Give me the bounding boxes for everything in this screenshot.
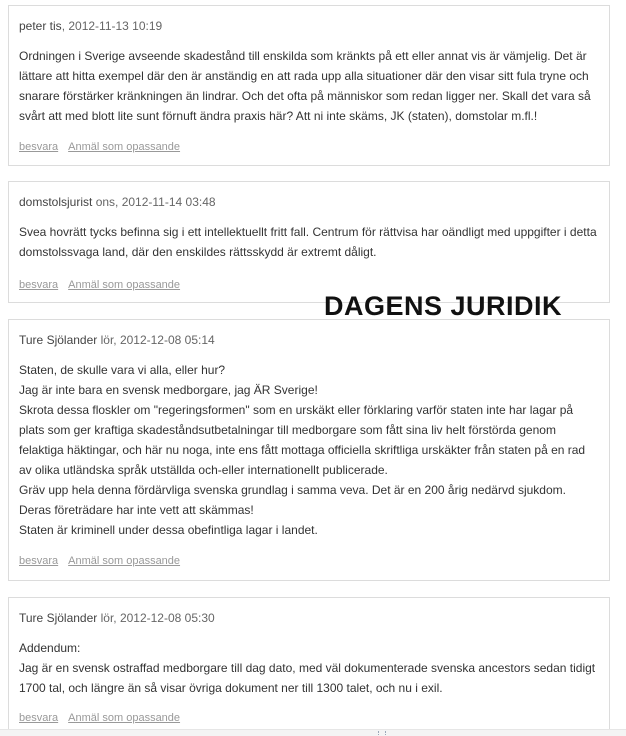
dagens-juridik-watermark: DAGENS JURIDIK <box>324 291 563 321</box>
comment-author: Ture Sjölander <box>19 611 98 625</box>
comment <box>8 5 610 166</box>
comment-header <box>19 332 599 348</box>
comment-date: lör, 2012-12-08 05:30 <box>97 611 215 625</box>
comment-text-line: Gräv upp hela denna fördärvliga svenska grundlag i samma veva. Det är en 200 årig nedärvd sjukdom. Deras företrädare har inte vett att skämmas! <box>19 483 566 517</box>
comment-text-line: Staten, de skulle vara vi alla, eller hur? <box>19 363 226 377</box>
comment-date: lör, 2012-12-08 05:14 <box>97 333 215 347</box>
comment-text-line: Jag är inte bara en svensk medborgare, jag ÄR Sverige! <box>19 383 318 397</box>
reply-link[interactable]: besvara <box>19 279 59 291</box>
comment <box>8 597 610 736</box>
reply-link[interactable]: besvara <box>19 141 59 153</box>
comment-body <box>19 222 599 262</box>
comment-header <box>19 610 599 626</box>
comment-actions <box>19 554 190 568</box>
comment-body <box>19 46 599 126</box>
comment-text-line: Staten är kriminell under dessa obefintliga lagar i landet. <box>19 523 318 537</box>
comment-actions <box>19 278 190 292</box>
comment-author: domstolsjurist <box>19 195 93 209</box>
comment-date: ons, 2012-11-14 03:48 <box>92 195 216 209</box>
comment-text-line: Skrota dessa floskler om "regeringsformen" som en urskäkt eller förklaring varför staten inte har lagar på plats som ger kraftiga skadeståndsutbetalningar till medborgare som fått sina liv helt förstörda genom felaktiga häktingar, och här nu noga, inte ens fått mottaga officiella skriftliga urskäkter från staten på en rad av olika utländska språk utställda och-eller internationellt publicerade. <box>19 403 586 477</box>
reply-link[interactable]: besvara <box>19 555 59 567</box>
comment-actions <box>19 711 190 725</box>
comment-author: Ture Sjölander <box>19 333 98 347</box>
report-link[interactable]: Anmäl som opassande <box>68 279 181 291</box>
comment-text-line: Addendum: <box>19 641 81 655</box>
comment-header <box>19 194 599 210</box>
scrollbar-grip-icon[interactable] <box>378 731 386 735</box>
comment-header <box>19 18 599 34</box>
report-link[interactable]: Anmäl som opassande <box>68 712 181 724</box>
horizontal-scrollbar[interactable] <box>0 729 626 736</box>
comment-text-line: Jag är en svensk ostraffad medborgare till dag dato, med väl dokumenterade svenska ancestors sedan tidigt 1700 tal, och längre än så visar övriga dokument ner till 1300 talet, och nu i exil. <box>19 661 596 695</box>
comment-date: , 2012-11-13 10:19 <box>61 19 163 33</box>
report-link[interactable]: Anmäl som opassande <box>68 555 181 567</box>
reply-link[interactable]: besvara <box>19 712 59 724</box>
comment-text: Ordningen i Sverige avseende skadestånd till enskilda som kränkts på ett eller annat vis är vämjelig. Det är lättare att hitta exempel där den är anständig en att rada upp alla situationer där den visar sitt fula tryne och snarare förstärker kränkningen än lindrar. Och det ofta på människor som redan ligger ner. Skall det vara så svårt att med blott lite sunt förnuft ändra praxis här? Att ni inte skäms, JK (staten), domstolar m.fl.! <box>19 49 591 123</box>
comment <box>8 319 610 581</box>
comment-text: Svea hovrätt tycks befinna sig i ett intellektuellt fritt fall. Centrum för rättvisa har oändligt med uppgifter i detta domstolssvaga land, där den enskildes rättsskydd är extremt dåligt. <box>19 225 597 259</box>
comment-body <box>19 638 599 698</box>
comment <box>8 181 610 303</box>
comment-author: peter tis <box>19 19 62 33</box>
report-link[interactable]: Anmäl som opassande <box>68 141 181 153</box>
comment-body <box>19 360 599 540</box>
comment-actions <box>19 140 190 154</box>
